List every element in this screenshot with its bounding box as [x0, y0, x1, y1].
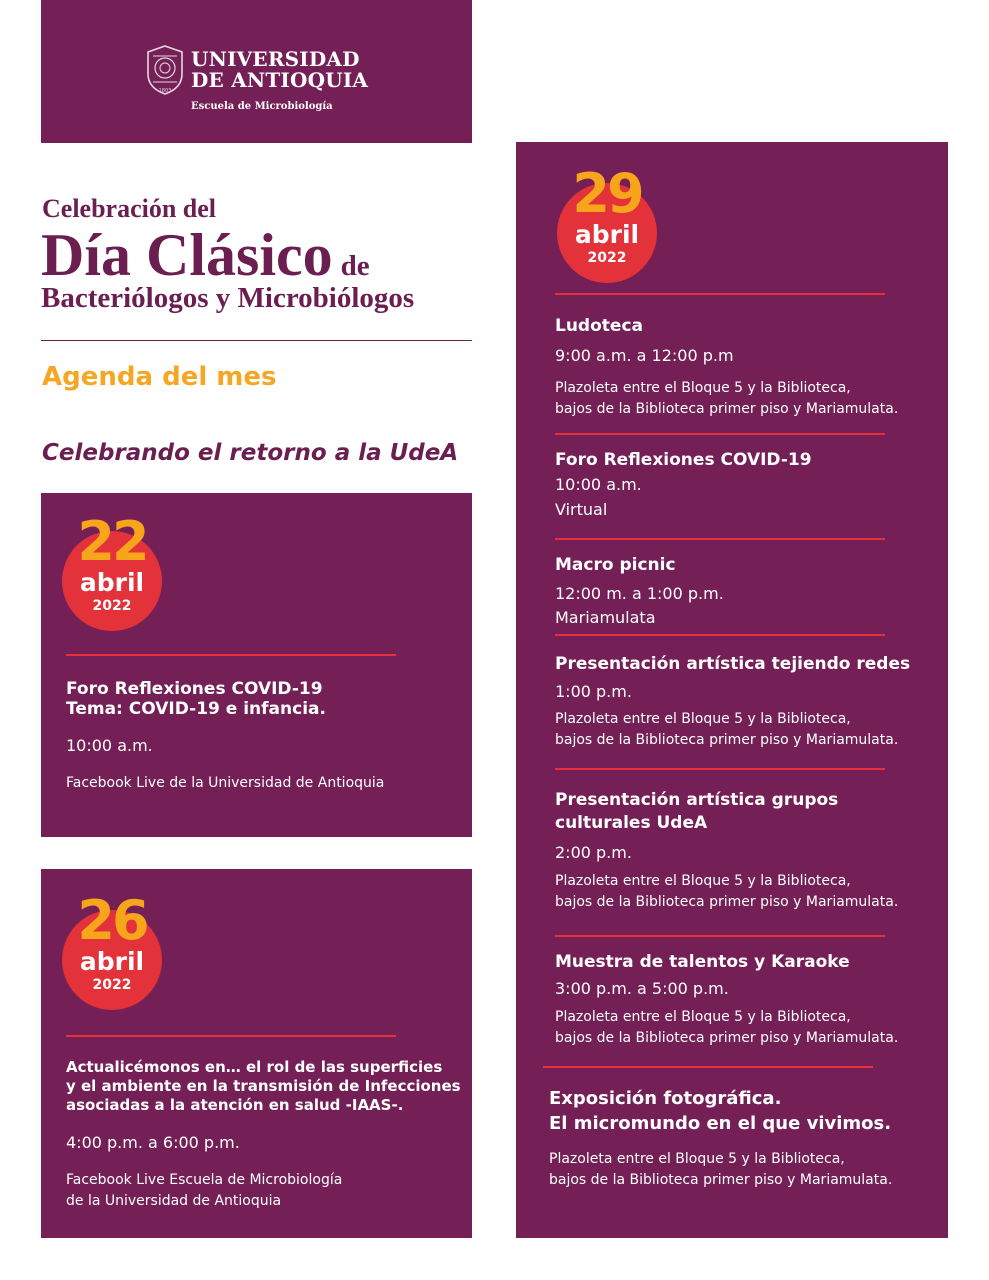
badge-year: 2022: [92, 598, 132, 614]
event-subtitle: Tema: COVID-19 e infancia.: [66, 699, 326, 719]
event-time-foro: 10:00 a.m.: [555, 475, 642, 494]
seal-year: 1803: [158, 88, 172, 94]
event-card-22-april: [41, 493, 472, 837]
event-time: 10:00 a.m.: [66, 736, 153, 755]
event-title: Actualicémonos en… el rol de las superficies y el ambiente en la transmisión de Infecciones asociadas a la atención en salud -IAAS-.: [66, 1058, 461, 1114]
title-divider: [41, 340, 472, 341]
divider: [66, 654, 396, 656]
agenda-heading: Agenda del mes: [42, 362, 277, 392]
date-badge-22: [62, 510, 162, 618]
badge-month: abril: [79, 947, 145, 976]
event-place-exposicion: Plazoleta entre el Bloque 5 y la Biblioteca, bajos de la Biblioteca primer piso y Mariamulata.: [549, 1151, 893, 1188]
event-title-tejiendo-redes: Presentación artística tejiendo redes: [555, 654, 911, 674]
event-title-karaoke: Muestra de talentos y Karaoke: [555, 952, 850, 972]
divider: [555, 538, 885, 540]
event-title: Foro Reflexiones COVID-19: [66, 679, 323, 699]
university-name: [191, 49, 368, 91]
event-title-exposicion: Exposición fotográfica. El micromundo en el que vivimos.: [549, 1088, 892, 1134]
event-place-tejiendo-redes: Plazoleta entre el Bloque 5 y la Biblioteca, bajos de la Biblioteca primer piso y Mariamulata.: [555, 711, 899, 748]
title-main-text: Día Clásico: [41, 222, 333, 288]
event-place-picnic: Mariamulata: [555, 608, 656, 627]
university-name-line1: UNIVERSIDAD: [191, 47, 360, 71]
divider: [555, 634, 885, 636]
event-title-foro: Foro Reflexiones COVID-19: [555, 450, 812, 470]
badge-month: abril: [574, 220, 640, 249]
title-connector: de: [340, 250, 370, 282]
divider: [555, 433, 885, 435]
event-place: Facebook Live Escuela de Microbiología de la Universidad de Antioquia: [66, 1172, 343, 1209]
event-time-grupos-culturales: 2:00 p.m.: [555, 843, 632, 862]
badge-day: 26: [77, 889, 147, 952]
event-place-karaoke: Plazoleta entre el Bloque 5 y la Biblioteca, bajos de la Biblioteca primer piso y Mariamulata.: [555, 1009, 899, 1046]
divider: [555, 935, 885, 937]
event-title-picnic: Macro picnic: [555, 555, 676, 575]
event-place-grupos-culturales: Plazoleta entre el Bloque 5 y la Biblioteca, bajos de la Biblioteca primer piso y Mariamulata.: [555, 873, 899, 910]
date-badge-26: [62, 889, 162, 997]
event-title-grupos-culturales: Presentación artística grupos culturales UdeA: [555, 790, 839, 833]
title-sub: Bacteriólogos y Microbiólogos: [41, 282, 415, 314]
date-badge-29: [557, 162, 657, 270]
event-place-ludoteca: Plazoleta entre el Bloque 5 y la Biblioteca, bajos de la Biblioteca primer piso y Mariamulata.: [555, 380, 899, 417]
event-time-picnic: 12:00 m. a 1:00 p.m.: [555, 584, 724, 603]
badge-year: 2022: [92, 977, 132, 993]
tagline: Celebrando el retorno a la UdeA: [42, 440, 459, 466]
event-title-ludoteca: Ludoteca: [555, 316, 643, 336]
university-name-line2: DE ANTIOQUIA: [191, 68, 369, 92]
event-time-karaoke: 3:00 p.m. a 5:00 p.m.: [555, 979, 729, 998]
divider: [555, 768, 885, 770]
event-card-26-april: [41, 869, 472, 1238]
divider: [66, 1035, 396, 1037]
badge-month: abril: [79, 568, 145, 597]
badge-day: 22: [77, 510, 147, 573]
badge-day: 29: [572, 162, 642, 225]
event-time-tejiendo-redes: 1:00 p.m.: [555, 682, 632, 701]
title-pre: Celebración del: [42, 194, 217, 223]
divider: [543, 1066, 873, 1068]
event-time: 4:00 p.m. a 6:00 p.m.: [66, 1133, 240, 1152]
event-card-29-april: [516, 142, 948, 1238]
badge-year: 2022: [587, 250, 627, 266]
divider: [555, 293, 885, 295]
event-place: Facebook Live de la Universidad de Antioquia: [66, 775, 385, 791]
school-name: Escuela de Microbiología: [191, 101, 333, 112]
event-place-foro: Virtual: [555, 500, 608, 519]
university-seal-icon: [144, 44, 186, 96]
header-panel: [41, 0, 472, 143]
event-time-ludoteca: 9:00 a.m. a 12:00 p.m: [555, 346, 734, 365]
